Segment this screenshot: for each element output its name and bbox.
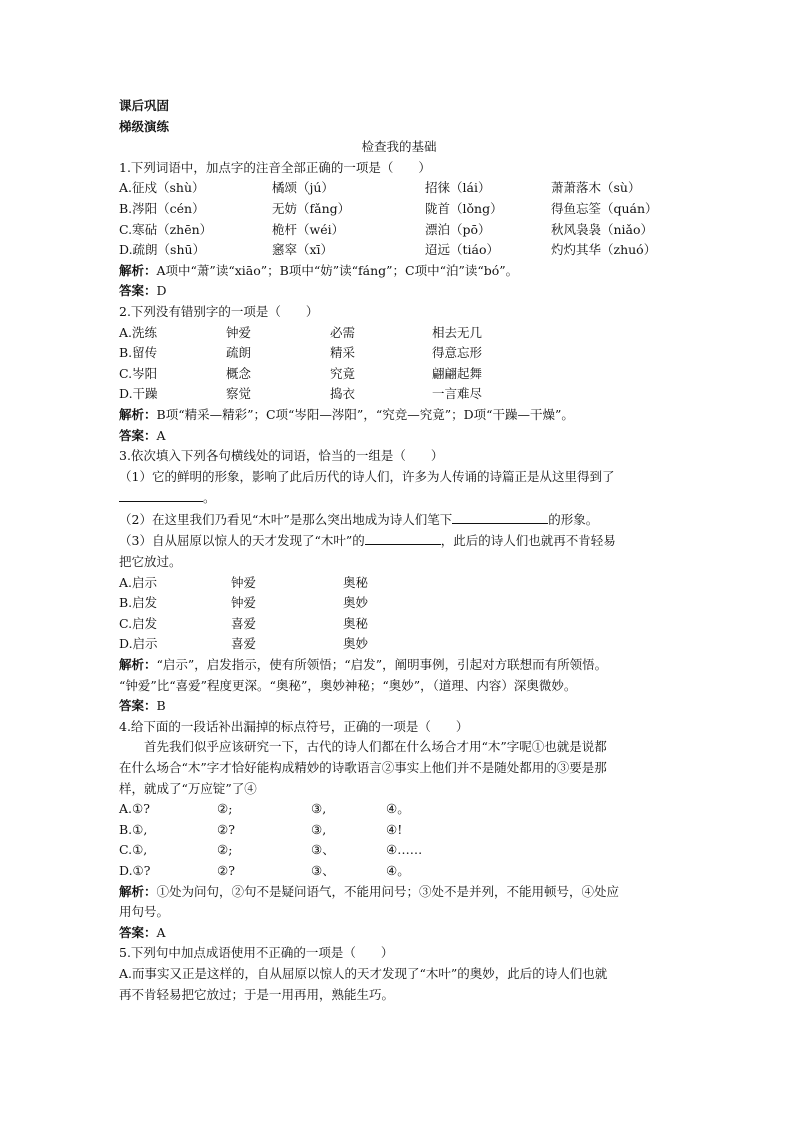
analysis-label: 解析： bbox=[119, 406, 157, 422]
sentence-end: 。 bbox=[203, 490, 216, 506]
option-cell: 得意忘形 bbox=[432, 345, 483, 361]
answer-text: B bbox=[156, 698, 166, 714]
question-4-stem: 4.给下面的一段话补出漏掉的标点符号，正确的一项是（ ） bbox=[119, 718, 469, 734]
question-3-stem: 3.依次填入下列各句横线处的词语，恰当的一组是（ ） bbox=[119, 448, 444, 464]
option-cell: ②? bbox=[217, 862, 235, 878]
fill-blank bbox=[452, 509, 548, 524]
option-cell: D.启示 bbox=[119, 636, 158, 652]
option-cell: 招徕（lái） bbox=[425, 180, 491, 196]
option-cell: 奥秘 bbox=[343, 574, 369, 590]
sentence-text: （2）在这里我们乃看见“木叶”是那么突出地成为诗人们笔下 bbox=[119, 511, 453, 527]
option-cell: D.疏朗（shū） bbox=[119, 242, 206, 258]
question-1-analysis bbox=[119, 261, 679, 282]
question-5-stem: 5.下列句中加点成语使用不正确的一项是（ ） bbox=[119, 945, 394, 961]
analysis-label: 解析： bbox=[119, 262, 157, 278]
question-2-option-a bbox=[119, 323, 679, 344]
question-4-passage-1: 首先我们似乎应该研究一下，古代的诗人们都在什么场合才用“木”字呢①也就是说都 bbox=[144, 739, 607, 755]
question-3-analysis bbox=[119, 655, 679, 676]
analysis-label: 解析： bbox=[119, 883, 157, 899]
question-3-sentence-1b bbox=[119, 487, 679, 509]
analysis-label: 解析： bbox=[119, 657, 157, 673]
option-cell: A.洗练 bbox=[119, 324, 158, 340]
question-3-sentence-2 bbox=[119, 509, 679, 531]
option-cell: 相去无几 bbox=[432, 324, 483, 340]
option-cell: A.启示 bbox=[119, 574, 158, 590]
question-5-option-a: A.而事实又正是这样的，自从屈原以惊人的天才发现了“木叶”的奥妙，此后的诗人们也就 bbox=[119, 965, 608, 981]
heading-practice: 梯级演练 bbox=[119, 118, 170, 134]
option-cell: ③、 bbox=[311, 842, 335, 858]
option-cell: 精采 bbox=[330, 345, 356, 361]
fill-blank bbox=[365, 530, 441, 545]
question-2-option-c bbox=[119, 364, 679, 385]
option-cell: D.①? bbox=[119, 862, 151, 878]
option-cell: A.征戍（shù） bbox=[119, 180, 205, 196]
option-cell: 奥妙 bbox=[343, 636, 369, 652]
analysis-text: ①处为问句，②句不是疑问语气，不能用问号；③处不是并列，不能用顿号，④处应 bbox=[156, 883, 620, 899]
question-5-option-a-cont: 再不肯轻易把它放过；于是一用再用，熟能生巧。 bbox=[119, 986, 395, 1002]
question-4-answer bbox=[119, 923, 679, 944]
option-cell: ④…… bbox=[386, 842, 423, 858]
answer-text: A bbox=[156, 427, 166, 443]
question-4-analysis bbox=[119, 882, 679, 903]
question-2-answer bbox=[119, 426, 679, 447]
option-cell: 奥秘 bbox=[343, 615, 369, 631]
option-cell: C.①, bbox=[119, 842, 148, 858]
option-cell: 喜爱 bbox=[231, 636, 257, 652]
option-cell: D.干躁 bbox=[119, 386, 158, 402]
option-cell: C.岑阳 bbox=[119, 365, 158, 381]
answer-text: A bbox=[156, 924, 166, 940]
option-cell: 翩翩起舞 bbox=[432, 365, 483, 381]
question-2-analysis bbox=[119, 405, 679, 426]
answer-label: 答案： bbox=[119, 698, 157, 714]
question-3-answer bbox=[119, 696, 679, 717]
option-cell: C.寒砧（zhēn） bbox=[119, 221, 213, 237]
answer-text: D bbox=[156, 283, 167, 299]
option-cell: 喜爱 bbox=[231, 615, 257, 631]
option-cell: 得鱼忘筌（quán） bbox=[551, 200, 658, 216]
option-cell: 桅杆（wéi） bbox=[272, 221, 345, 237]
question-4-passage-3: 样，就成了“万应锭”了④ bbox=[119, 780, 257, 796]
option-cell: ④! bbox=[386, 821, 403, 837]
option-cell: 必需 bbox=[330, 324, 356, 340]
question-3-option-b bbox=[119, 593, 679, 614]
question-4-option-a bbox=[119, 799, 679, 820]
question-3-sentence-1a: （1）它的鲜明的形象，影响了此后历代的诗人们，许多为人传诵的诗篇正是从这里得到了 bbox=[119, 468, 615, 484]
question-3-option-c bbox=[119, 614, 679, 635]
question-2-stem: 2.下列没有错别字的一项是（ ） bbox=[119, 303, 319, 319]
question-4-passage-2: 在什么场合“木”字才恰好能构成精妙的诗歌语言②事实上他们并不是随处都用的③要是那 bbox=[119, 760, 607, 775]
question-3-analysis-cont: “钟爱”比“喜爱”程度更深。“奥秘”，奥妙神秘；“奥妙”，（道理、内容）深奥微妙。 bbox=[119, 677, 577, 693]
question-4-option-d bbox=[119, 861, 679, 882]
option-cell: 陇首（lǒng） bbox=[425, 200, 503, 216]
option-cell: ④。 bbox=[386, 801, 410, 817]
option-cell: B.启发 bbox=[119, 595, 158, 611]
analysis-text: B项“精采—精彩”；C项“岑阳—涔阳”，“究竞—究竟”；D项“干躁—干燥”。 bbox=[156, 406, 574, 422]
option-cell: ④。 bbox=[386, 862, 410, 878]
option-cell: C.启发 bbox=[119, 615, 158, 631]
option-cell: 奥妙 bbox=[343, 595, 369, 611]
question-1-stem: 1.下列词语中，加点字的注音全部正确的一项是（ ） bbox=[119, 159, 431, 175]
option-cell: 窸窣（xī） bbox=[272, 242, 334, 258]
option-cell: B.留传 bbox=[119, 345, 158, 361]
option-cell: B.涔阳（cén） bbox=[119, 200, 205, 216]
option-cell: 概念 bbox=[226, 365, 252, 381]
option-cell: ③、 bbox=[311, 862, 335, 878]
question-3-option-d bbox=[119, 634, 679, 655]
fill-blank bbox=[119, 487, 203, 502]
section-title: 检查我的基础 bbox=[361, 139, 437, 155]
option-cell: 橘颂（jú） bbox=[272, 180, 334, 196]
option-cell: 钟爱 bbox=[231, 595, 257, 611]
option-cell: 捣衣 bbox=[330, 386, 356, 402]
option-cell: 察觉 bbox=[226, 386, 252, 402]
option-cell: ②; bbox=[217, 801, 233, 817]
option-cell: 灼灼其华（zhuó） bbox=[551, 242, 657, 258]
question-1-option-c bbox=[119, 220, 679, 241]
option-cell: A.①? bbox=[119, 801, 150, 817]
option-cell: 萧萧落木（sù） bbox=[551, 180, 641, 196]
option-cell: 迢远（tiáo） bbox=[425, 242, 499, 258]
option-cell: ②; bbox=[217, 842, 233, 858]
option-cell: ②? bbox=[217, 821, 235, 837]
question-1-option-a bbox=[119, 178, 679, 199]
option-cell: 一言难尽 bbox=[432, 386, 483, 402]
option-cell: B.①, bbox=[119, 821, 148, 837]
option-cell: 究竟 bbox=[330, 365, 356, 381]
question-1-option-b bbox=[119, 199, 679, 220]
option-cell: ③, bbox=[311, 821, 327, 837]
option-cell: ③, bbox=[311, 801, 327, 817]
question-2-option-b bbox=[119, 343, 679, 364]
heading-review: 课后巩固 bbox=[119, 98, 170, 113]
option-cell: 无妨（fǎng） bbox=[272, 200, 351, 216]
question-1-option-d bbox=[119, 240, 679, 261]
answer-label: 答案： bbox=[119, 283, 157, 299]
answer-label: 答案： bbox=[119, 924, 157, 940]
option-cell: 钟爱 bbox=[231, 574, 257, 590]
document-page bbox=[119, 96, 679, 1005]
analysis-text: “启示”，启发指示，使有所领悟；“启发”，阐明事例，引起对方联想而有所领悟。 bbox=[156, 657, 608, 673]
question-4-analysis-cont: 用句号。 bbox=[119, 904, 170, 920]
analysis-text: A项中“萧”读“xiāo”；B项中“妨”读“fáng”；C项中“泊”读“bó”。 bbox=[156, 262, 519, 278]
option-cell: 疏朗 bbox=[226, 345, 252, 361]
question-4-option-b bbox=[119, 820, 679, 841]
sentence-text: 的形象。 bbox=[548, 511, 599, 527]
question-1-answer bbox=[119, 281, 679, 302]
answer-label: 答案： bbox=[119, 427, 157, 443]
option-cell: 钟爱 bbox=[226, 324, 252, 340]
question-3-sentence-3 bbox=[119, 530, 679, 552]
sentence-text: ，此后的诗人们也就再不肯轻易 bbox=[440, 533, 616, 549]
question-3-option-a bbox=[119, 573, 679, 594]
question-4-option-c bbox=[119, 840, 679, 861]
sentence-text: （3）自从屈原以惊人的天才发现了“木叶”的 bbox=[119, 533, 365, 549]
question-2-option-d bbox=[119, 384, 679, 405]
question-3-sentence-3c: 把它放过。 bbox=[119, 554, 182, 570]
option-cell: 秋风袅袅（niǎo） bbox=[551, 221, 654, 237]
option-cell: 漂泊（pō） bbox=[425, 221, 491, 237]
